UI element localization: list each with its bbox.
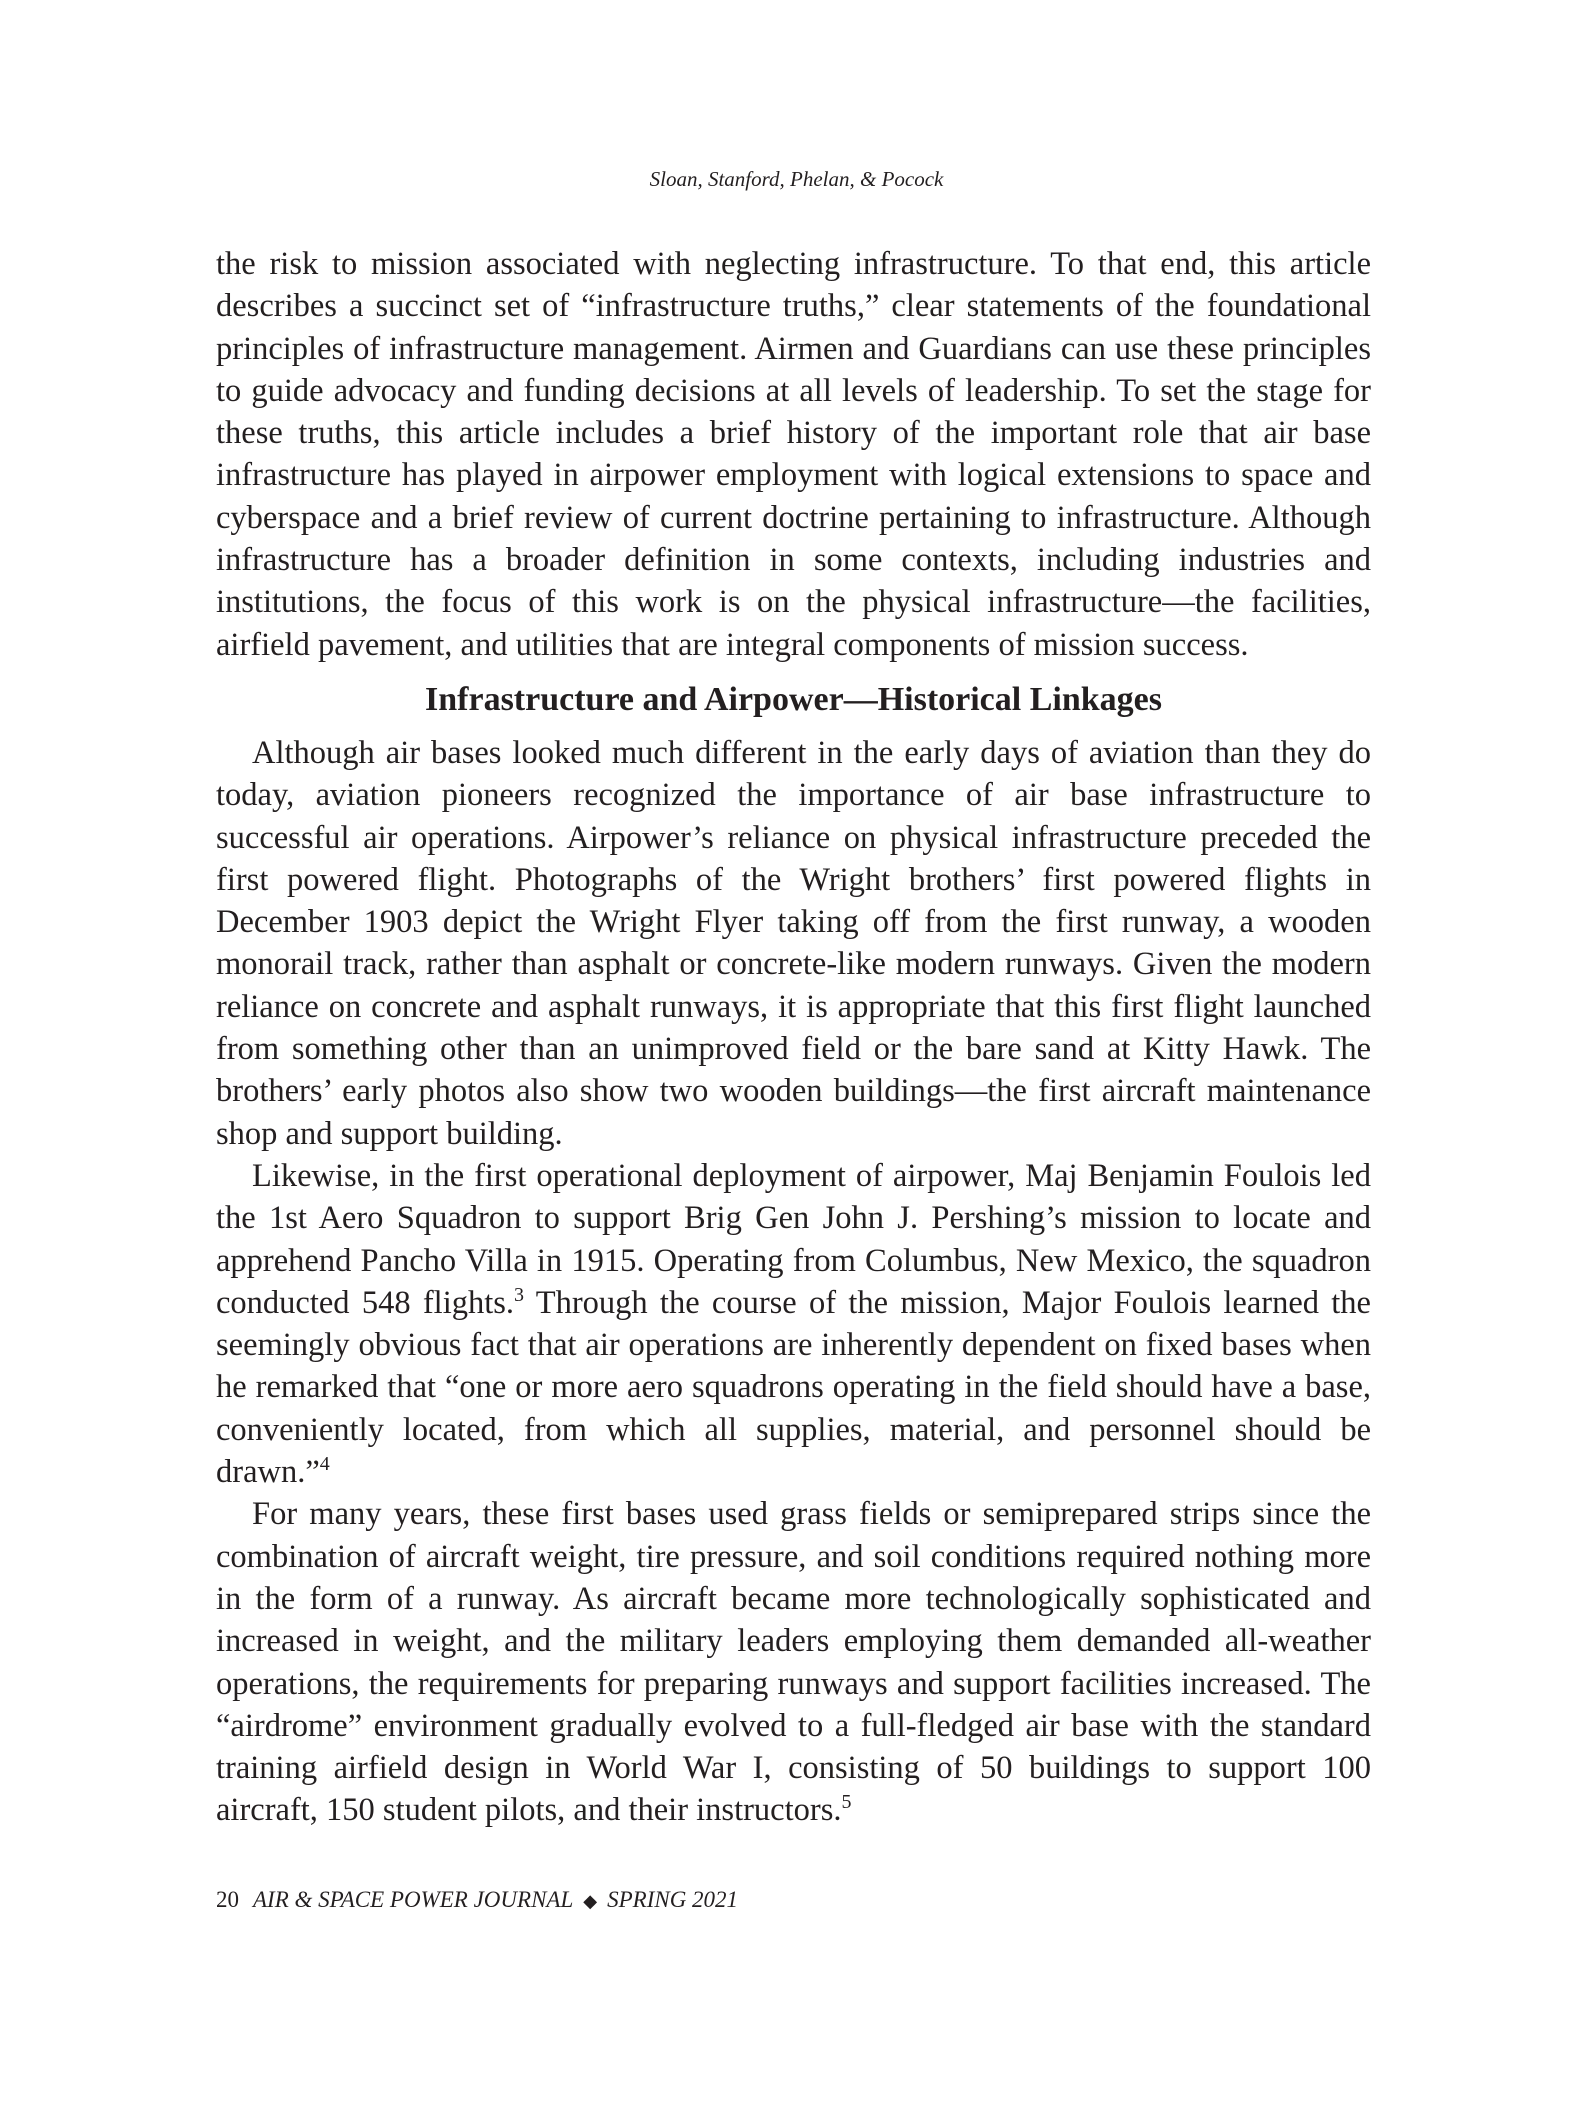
running-head: Sloan, Stanford, Phelan, & Pocock bbox=[649, 167, 944, 191]
page-footer bbox=[216, 1885, 738, 1916]
journal-title: AIR & SPACE POWER JOURNAL bbox=[253, 1887, 574, 1912]
body-paragraph-1: the risk to mission associated with neglecting infrastructure. To that end, this article describes a succinct set of “infrastructure truths,” clear statements of the foundational principles of infrastructure management. Airmen and Guardians can use these principles to guide advocacy and funding decisions at all levels of leadership. To set the stage for these truths, this article includes a brief history of the important role that air base infrastructure has played in airpower employment with logical extensions to space and cyberspace and a brief review of current doctrine pertaining to infrastructure. Although infrastructure has a broader definition in some contexts, including industries and institutions, the focus of this work is on the physical infrastructure—the facilities, airfield pavement, and utilities that are integral components of mission success. bbox=[216, 246, 1371, 663]
footnote-ref-3: 3 bbox=[514, 1284, 525, 1306]
body-paragraph-2: Although air bases looked much different in the early days of aviation than they do today, aviation pioneers recognized the importance of air base infrastructure to successful air operations. Airpower’s reliance on physical infrastructure preceded the first powered flight. Photographs of the Wright brothers’ first powered flights in December 1903 depict the Wright Flyer taking off from the first runway, a wooden monorail track, rather than asphalt or concrete-like modern runways. Given the modern reliance on concrete and asphalt runways, it is appropriate that this first flight launched from something other than an unimproved field or the bare sand at Kitty Hawk. The brothers’ early photos also show two wooden buildings—the first aircraft maintenance shop and support building. bbox=[216, 734, 1371, 1152]
body-paragraph-4 bbox=[216, 1493, 1371, 1831]
section-heading: Infrastructure and Airpower—Historical Linkages bbox=[425, 680, 1162, 718]
paragraph-3-text-b: Through the course of the mission, Major Foulois learned the seemingly obvious fact that air operations are inherently dependent on fixed bases when he remarked that “one or more aero squadrons operating in the field should have a base, conveniently located, from which all supplies, material, and personnel should be drawn.” bbox=[216, 1284, 1371, 1491]
footnote-ref-4: 4 bbox=[319, 1453, 330, 1476]
paragraph-4-text: For many years, these first bases used grass fields or semiprepared strips since the combination of aircraft weight, tire pressure, and soil conditions required nothing more in the form of a runway. As aircraft became more technologically sophisticated and increased in weight, and the military leaders employing them demanded all-weather operations, the requirements for preparing runways and support facilities increased. The “airdrome” environment gradually evolved to a full-fledged air base with the standard training airfield design in World War I, consisting of 50 buildings to support 100 aircraft, 150 student pilots, and their instructors. bbox=[216, 1496, 1371, 1829]
journal-issue: SPRING 2021 bbox=[607, 1887, 739, 1912]
article-body bbox=[216, 243, 1371, 1832]
footnote-ref-5: 5 bbox=[841, 1791, 852, 1814]
paragraph-3-text-a: Likewise, in the first operational deployment of airpower, Maj Benjamin Foulois led the 1st Aero Squadron to support Brig Gen John J. Pershing’s mission to locate and apprehend Pancho Villa in 1915. Operating from Columbus, New Mexico, the squadron conducted 548 flights. bbox=[216, 1157, 1371, 1321]
body-paragraph-3 bbox=[216, 1155, 1371, 1493]
diamond-separator-icon: ◆ bbox=[583, 1891, 598, 1911]
page-number: 20 bbox=[216, 1887, 239, 1912]
